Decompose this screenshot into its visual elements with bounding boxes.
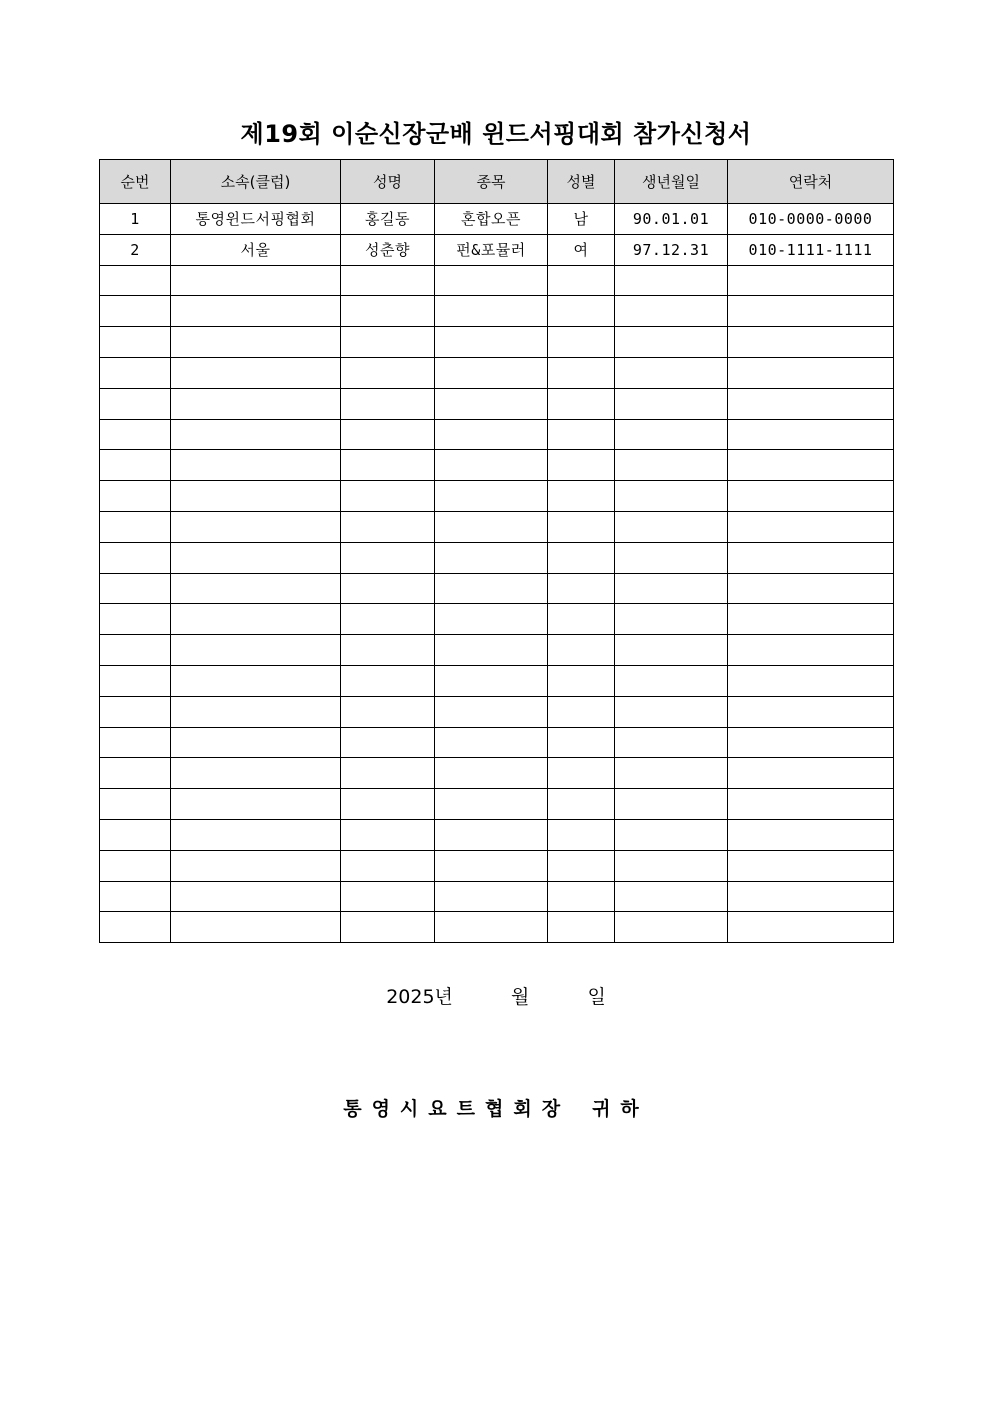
cell-birthdate[interactable] <box>615 635 728 666</box>
cell-name[interactable] <box>341 912 435 943</box>
cell-name[interactable] <box>341 635 435 666</box>
cell-club[interactable] <box>171 481 341 512</box>
cell-birthdate[interactable] <box>615 819 728 850</box>
cell-contact[interactable] <box>728 327 894 358</box>
cell-birthdate[interactable] <box>615 850 728 881</box>
cell-gender[interactable] <box>548 481 615 512</box>
cell-club[interactable] <box>171 511 341 542</box>
application-table <box>99 159 894 943</box>
cell-club[interactable]: 서울 <box>171 234 341 265</box>
cell-gender[interactable] <box>548 357 615 388</box>
cell-contact[interactable] <box>728 265 894 296</box>
cell-event[interactable]: 혼합오픈 <box>435 204 548 235</box>
cell-club[interactable]: 통영윈드서핑협회 <box>171 204 341 235</box>
cell-birthdate[interactable] <box>615 727 728 758</box>
cell-name[interactable] <box>341 357 435 388</box>
table-row <box>100 665 894 696</box>
table-row <box>100 635 894 666</box>
cell-index[interactable] <box>100 665 171 696</box>
cell-contact[interactable]: 010-1111-1111 <box>728 234 894 265</box>
table-row <box>100 234 894 265</box>
cell-index[interactable] <box>100 265 171 296</box>
cell-gender[interactable] <box>548 511 615 542</box>
cell-event[interactable] <box>435 573 548 604</box>
cell-event[interactable] <box>435 542 548 573</box>
cell-birthdate[interactable]: 97.12.31 <box>615 234 728 265</box>
table-row <box>100 850 894 881</box>
cell-contact[interactable] <box>728 604 894 635</box>
table-row <box>100 357 894 388</box>
cell-birthdate[interactable] <box>615 327 728 358</box>
addressee-name: 통영시요트협회장 <box>343 1098 571 1120</box>
cell-name[interactable] <box>341 696 435 727</box>
cell-birthdate[interactable] <box>615 696 728 727</box>
cell-gender[interactable] <box>548 604 615 635</box>
cell-name[interactable]: 성춘향 <box>341 234 435 265</box>
cell-event[interactable] <box>435 850 548 881</box>
table-row <box>100 727 894 758</box>
cell-club[interactable] <box>171 789 341 820</box>
cell-index[interactable] <box>100 511 171 542</box>
cell-name[interactable] <box>341 604 435 635</box>
cell-birthdate[interactable] <box>615 265 728 296</box>
cell-contact[interactable] <box>728 573 894 604</box>
cell-club[interactable] <box>171 296 341 327</box>
header-index: 순번 <box>100 160 171 204</box>
cell-name[interactable] <box>341 542 435 573</box>
cell-gender[interactable] <box>548 388 615 419</box>
cell-contact[interactable] <box>728 758 894 789</box>
cell-birthdate[interactable] <box>615 789 728 820</box>
cell-event[interactable] <box>435 635 548 666</box>
cell-index[interactable]: 1 <box>100 204 171 235</box>
cell-birthdate[interactable] <box>615 419 728 450</box>
table-row <box>100 204 894 235</box>
cell-club[interactable] <box>171 450 341 481</box>
cell-name[interactable] <box>341 265 435 296</box>
cell-index[interactable] <box>100 758 171 789</box>
cell-index[interactable] <box>100 419 171 450</box>
cell-index[interactable] <box>100 912 171 943</box>
cell-name[interactable]: 홍길동 <box>341 204 435 235</box>
cell-gender[interactable] <box>548 912 615 943</box>
cell-name[interactable] <box>341 511 435 542</box>
cell-name[interactable] <box>341 450 435 481</box>
cell-contact[interactable] <box>728 419 894 450</box>
table-row <box>100 419 894 450</box>
cell-birthdate[interactable] <box>615 296 728 327</box>
cell-birthdate[interactable] <box>615 542 728 573</box>
cell-gender[interactable]: 여 <box>548 234 615 265</box>
cell-event[interactable] <box>435 481 548 512</box>
addressee-honorific: 귀하 <box>592 1098 649 1120</box>
cell-event[interactable] <box>435 419 548 450</box>
cell-contact[interactable] <box>728 296 894 327</box>
header-club: 소속(클럽) <box>171 160 341 204</box>
cell-gender[interactable] <box>548 850 615 881</box>
cell-club[interactable] <box>171 696 341 727</box>
cell-contact[interactable] <box>728 481 894 512</box>
cell-event[interactable] <box>435 604 548 635</box>
cell-club[interactable] <box>171 912 341 943</box>
date-line <box>0 982 992 1009</box>
cell-birthdate[interactable] <box>615 357 728 388</box>
cell-contact[interactable] <box>728 511 894 542</box>
cell-gender[interactable] <box>548 696 615 727</box>
cell-contact[interactable] <box>728 635 894 666</box>
table-row <box>100 881 894 912</box>
date-month: 월 <box>511 986 530 1008</box>
header-gender: 성별 <box>548 160 615 204</box>
cell-club[interactable] <box>171 542 341 573</box>
table-row <box>100 265 894 296</box>
cell-gender[interactable] <box>548 542 615 573</box>
cell-event[interactable] <box>435 388 548 419</box>
cell-club[interactable] <box>171 758 341 789</box>
cell-index[interactable] <box>100 850 171 881</box>
cell-birthdate[interactable] <box>615 573 728 604</box>
table-row <box>100 604 894 635</box>
cell-birthdate[interactable] <box>615 881 728 912</box>
cell-event[interactable] <box>435 450 548 481</box>
table-row <box>100 481 894 512</box>
cell-club[interactable] <box>171 573 341 604</box>
cell-birthdate[interactable] <box>615 912 728 943</box>
cell-event[interactable] <box>435 327 548 358</box>
cell-birthdate[interactable] <box>615 758 728 789</box>
cell-birthdate[interactable] <box>615 511 728 542</box>
cell-name[interactable] <box>341 419 435 450</box>
cell-gender[interactable] <box>548 296 615 327</box>
cell-event[interactable] <box>435 296 548 327</box>
cell-index[interactable] <box>100 881 171 912</box>
cell-event[interactable] <box>435 758 548 789</box>
table-row <box>100 511 894 542</box>
cell-club[interactable] <box>171 327 341 358</box>
cell-contact[interactable] <box>728 850 894 881</box>
cell-name[interactable] <box>341 850 435 881</box>
cell-club[interactable] <box>171 665 341 696</box>
header-event: 종목 <box>435 160 548 204</box>
cell-index[interactable]: 2 <box>100 234 171 265</box>
cell-event[interactable] <box>435 665 548 696</box>
cell-club[interactable] <box>171 850 341 881</box>
cell-event[interactable] <box>435 912 548 943</box>
cell-contact[interactable] <box>728 819 894 850</box>
cell-name[interactable] <box>341 881 435 912</box>
cell-index[interactable] <box>100 327 171 358</box>
cell-index[interactable] <box>100 604 171 635</box>
cell-gender[interactable] <box>548 881 615 912</box>
cell-index[interactable] <box>100 696 171 727</box>
table-row <box>100 573 894 604</box>
cell-birthdate[interactable] <box>615 388 728 419</box>
cell-event[interactable]: 펀&포뮬러 <box>435 234 548 265</box>
cell-index[interactable] <box>100 727 171 758</box>
cell-contact[interactable] <box>728 450 894 481</box>
cell-gender[interactable] <box>548 789 615 820</box>
cell-club[interactable] <box>171 727 341 758</box>
cell-gender[interactable] <box>548 727 615 758</box>
cell-gender[interactable]: 남 <box>548 204 615 235</box>
table-row <box>100 296 894 327</box>
cell-name[interactable] <box>341 727 435 758</box>
cell-birthdate[interactable] <box>615 604 728 635</box>
table-row <box>100 327 894 358</box>
cell-gender[interactable] <box>548 635 615 666</box>
cell-club[interactable] <box>171 419 341 450</box>
cell-event[interactable] <box>435 727 548 758</box>
cell-contact[interactable] <box>728 357 894 388</box>
cell-name[interactable] <box>341 665 435 696</box>
table-row <box>100 789 894 820</box>
cell-birthdate[interactable] <box>615 665 728 696</box>
cell-contact[interactable] <box>728 881 894 912</box>
cell-index[interactable] <box>100 296 171 327</box>
cell-contact[interactable] <box>728 727 894 758</box>
cell-name[interactable] <box>341 573 435 604</box>
header-contact: 연락처 <box>728 160 894 204</box>
cell-index[interactable] <box>100 481 171 512</box>
cell-club[interactable] <box>171 357 341 388</box>
cell-gender[interactable] <box>548 665 615 696</box>
cell-index[interactable] <box>100 789 171 820</box>
cell-club[interactable] <box>171 819 341 850</box>
cell-index[interactable] <box>100 542 171 573</box>
cell-gender[interactable] <box>548 419 615 450</box>
cell-contact[interactable] <box>728 388 894 419</box>
cell-contact[interactable] <box>728 789 894 820</box>
cell-name[interactable] <box>341 481 435 512</box>
table-row <box>100 758 894 789</box>
table-row <box>100 696 894 727</box>
date-year: 2025년 <box>386 986 453 1008</box>
cell-index[interactable] <box>100 819 171 850</box>
cell-name[interactable] <box>341 819 435 850</box>
cell-name[interactable] <box>341 327 435 358</box>
cell-name[interactable] <box>341 789 435 820</box>
cell-index[interactable] <box>100 635 171 666</box>
cell-index[interactable] <box>100 450 171 481</box>
cell-event[interactable] <box>435 265 548 296</box>
page-title: 제19회 이순신장군배 윈드서핑대회 참가신청서 <box>240 120 752 148</box>
cell-gender[interactable] <box>548 573 615 604</box>
table-row <box>100 388 894 419</box>
cell-index[interactable] <box>100 388 171 419</box>
cell-contact[interactable] <box>728 696 894 727</box>
cell-club[interactable] <box>171 388 341 419</box>
cell-event[interactable] <box>435 789 548 820</box>
table-header-row <box>100 160 894 204</box>
cell-index[interactable] <box>100 357 171 388</box>
cell-event[interactable] <box>435 696 548 727</box>
cell-name[interactable] <box>341 388 435 419</box>
table-row <box>100 542 894 573</box>
table-row <box>100 819 894 850</box>
cell-gender[interactable] <box>548 819 615 850</box>
cell-birthdate[interactable] <box>615 481 728 512</box>
cell-gender[interactable] <box>548 758 615 789</box>
table-row <box>100 450 894 481</box>
cell-contact[interactable]: 010-0000-0000 <box>728 204 894 235</box>
cell-event[interactable] <box>435 511 548 542</box>
cell-birthdate[interactable]: 90.01.01 <box>615 204 728 235</box>
date-day: 일 <box>587 986 606 1008</box>
cell-club[interactable] <box>171 265 341 296</box>
cell-birthdate[interactable] <box>615 450 728 481</box>
cell-club[interactable] <box>171 604 341 635</box>
cell-club[interactable] <box>171 881 341 912</box>
cell-name[interactable] <box>341 296 435 327</box>
cell-contact[interactable] <box>728 542 894 573</box>
cell-index[interactable] <box>100 573 171 604</box>
header-name: 성명 <box>341 160 435 204</box>
cell-gender[interactable] <box>548 265 615 296</box>
table-row <box>100 912 894 943</box>
cell-name[interactable] <box>341 758 435 789</box>
cell-gender[interactable] <box>548 327 615 358</box>
cell-event[interactable] <box>435 881 548 912</box>
cell-event[interactable] <box>435 357 548 388</box>
cell-contact[interactable] <box>728 665 894 696</box>
cell-club[interactable] <box>171 635 341 666</box>
addressee-line <box>0 1094 992 1121</box>
cell-contact[interactable] <box>728 912 894 943</box>
cell-gender[interactable] <box>548 450 615 481</box>
cell-event[interactable] <box>435 819 548 850</box>
header-birthdate: 생년월일 <box>615 160 728 204</box>
